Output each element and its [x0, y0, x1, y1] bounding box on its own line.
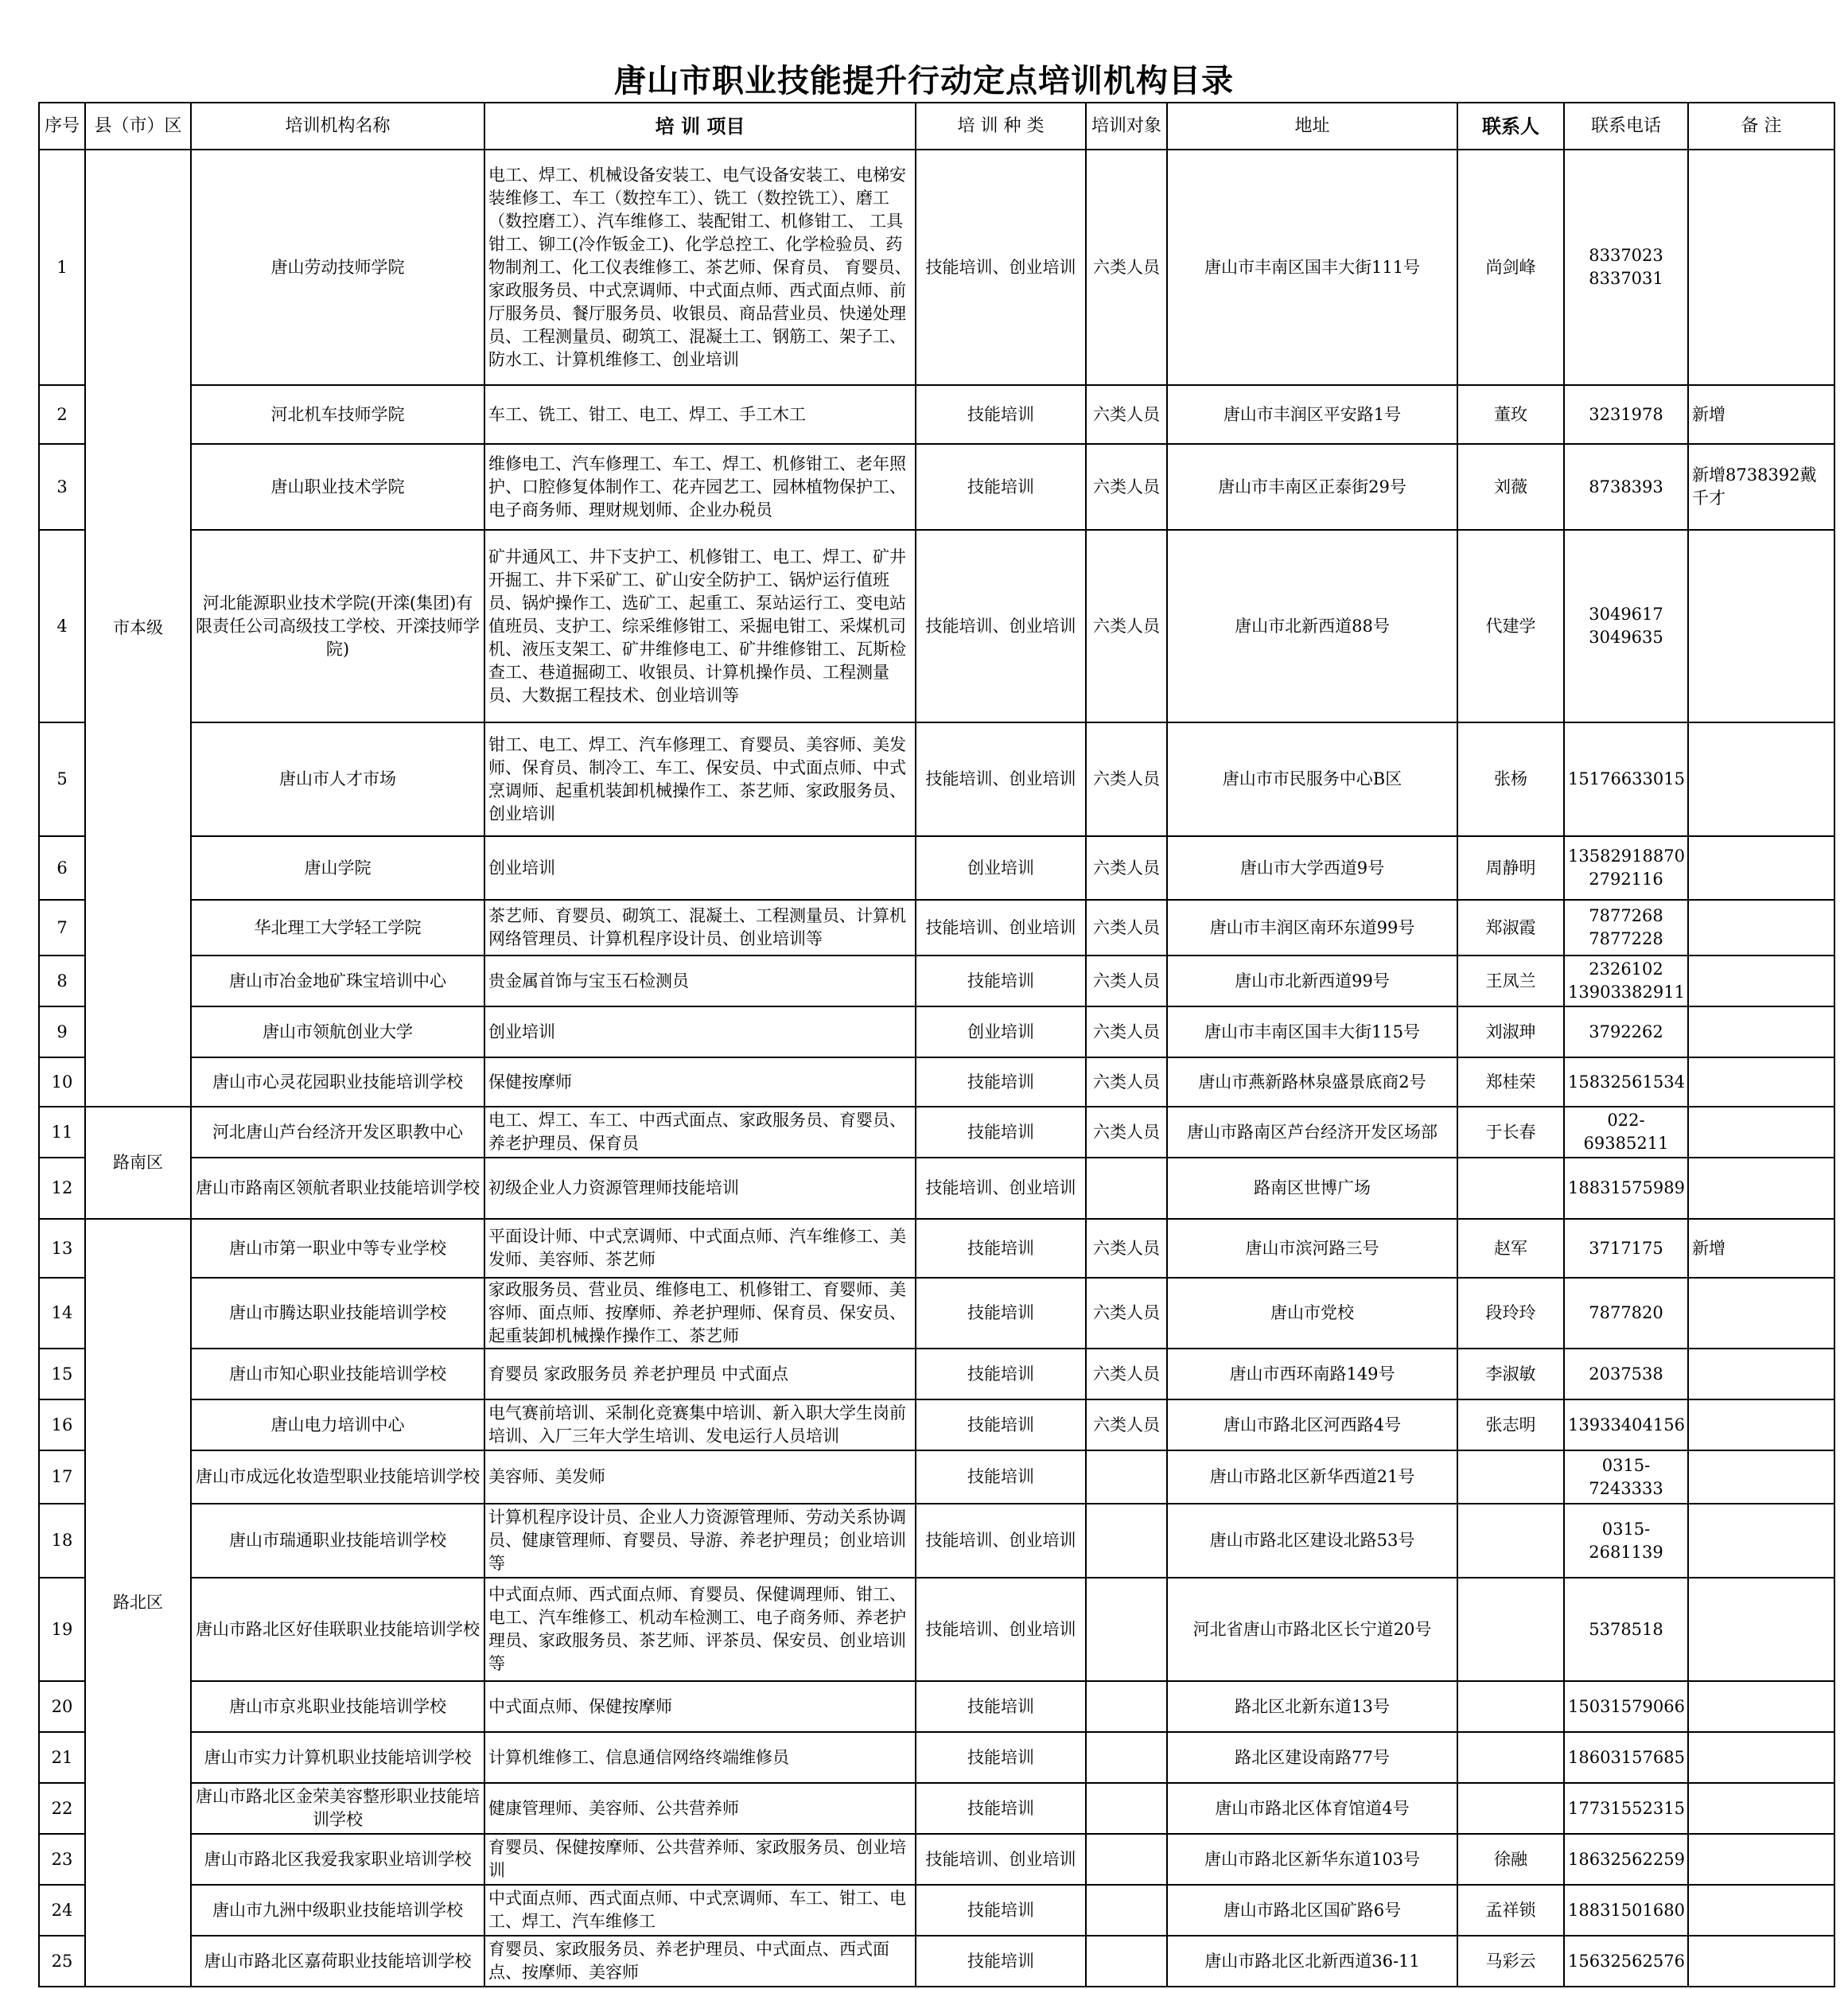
cell-name: 唐山市路北区金荣美容整形职业技能培训学校 — [191, 1783, 484, 1834]
cell-note — [1688, 1783, 1834, 1834]
cell-contact: 郑淑霞 — [1457, 900, 1564, 956]
cell-address: 唐山市党校 — [1167, 1278, 1457, 1349]
cell-phone: 17731552315 — [1564, 1783, 1688, 1834]
cell-items: 美容师、美发师 — [484, 1450, 916, 1504]
cell-contact: 刘淑珅 — [1457, 1006, 1564, 1057]
col-header-seq: 序号 — [39, 103, 85, 150]
table-row — [39, 1450, 1834, 1504]
cell-phone: 3231978 — [1564, 385, 1688, 444]
table-row — [39, 1578, 1834, 1681]
table-row — [39, 900, 1834, 956]
cell-address: 唐山市丰南区正泰街29号 — [1167, 444, 1457, 530]
cell-target — [1086, 1158, 1167, 1219]
cell-note — [1688, 1158, 1834, 1219]
cell-type: 技能培训、创业培训 — [916, 1578, 1086, 1681]
cell-phone: 13933404156 — [1564, 1399, 1688, 1450]
table-row — [39, 1107, 1834, 1158]
table-row — [39, 1057, 1834, 1107]
cell-type: 技能培训 — [916, 1450, 1086, 1504]
cell-items: 中式面点师、西式面点师、中式烹调师、车工、钳工、电工、焊工、汽车维修工 — [484, 1885, 916, 1936]
cell-address: 唐山市路北区体育馆道4号 — [1167, 1783, 1457, 1834]
cell-items: 保健按摩师 — [484, 1057, 916, 1107]
cell-name: 唐山市九洲中级职业技能培训学校 — [191, 1885, 484, 1936]
cell-target — [1086, 1732, 1167, 1783]
cell-address: 路北区北新东道13号 — [1167, 1681, 1457, 1732]
cell-type: 技能培训 — [916, 1399, 1086, 1450]
cell-note — [1688, 1450, 1834, 1504]
cell-name: 唐山学院 — [191, 836, 484, 900]
cell-note — [1688, 1578, 1834, 1681]
cell-note — [1688, 1834, 1834, 1885]
cell-target — [1086, 1681, 1167, 1732]
cell-name: 唐山市路北区我爱我家职业培训学校 — [191, 1834, 484, 1885]
cell-name: 河北唐山芦台经济开发区职教中心 — [191, 1107, 484, 1158]
cell-items: 初级企业人力资源管理师技能培训 — [484, 1158, 916, 1219]
cell-items: 育婴员 家政服务员 养老护理员 中式面点 — [484, 1349, 916, 1399]
cell-phone: 18831575989 — [1564, 1158, 1688, 1219]
cell-seq: 21 — [39, 1732, 85, 1783]
cell-address: 唐山市燕新路林泉盛景底商2号 — [1167, 1057, 1457, 1107]
cell-contact: 尚剑峰 — [1457, 150, 1564, 385]
cell-contact — [1457, 1450, 1564, 1504]
cell-target: 六类人员 — [1086, 956, 1167, 1006]
table-row — [39, 1885, 1834, 1936]
cell-type: 技能培训 — [916, 956, 1086, 1006]
cell-target: 六类人员 — [1086, 1349, 1167, 1399]
cell-address: 唐山市路北区国矿路6号 — [1167, 1885, 1457, 1936]
cell-note — [1688, 1885, 1834, 1936]
district-cell: 路北区 — [85, 1219, 191, 1987]
cell-seq: 15 — [39, 1349, 85, 1399]
cell-address: 唐山市滨河路三号 — [1167, 1219, 1457, 1278]
cell-address: 唐山市路北区新华东道103号 — [1167, 1834, 1457, 1885]
cell-items: 育婴员、家政服务员、养老护理员、中式面点、西式面点、按摩师、美容师 — [484, 1936, 916, 1987]
cell-seq: 7 — [39, 900, 85, 956]
cell-contact: 段玲玲 — [1457, 1278, 1564, 1349]
cell-note — [1688, 900, 1834, 956]
cell-name: 唐山市路南区领航者职业技能培训学校 — [191, 1158, 484, 1219]
cell-seq: 19 — [39, 1578, 85, 1681]
cell-name: 唐山市人才市场 — [191, 722, 484, 836]
cell-target — [1086, 1936, 1167, 1987]
cell-seq: 25 — [39, 1936, 85, 1987]
cell-seq: 1 — [39, 150, 85, 385]
cell-address: 唐山市北新西道88号 — [1167, 530, 1457, 722]
col-header-note: 备 注 — [1688, 103, 1834, 150]
cell-contact: 董玫 — [1457, 385, 1564, 444]
cell-phone: 3049617 3049635 — [1564, 530, 1688, 722]
cell-name: 唐山职业技术学院 — [191, 444, 484, 530]
cell-type: 技能培训 — [916, 1783, 1086, 1834]
cell-name: 唐山市成远化妆造型职业技能培训学校 — [191, 1450, 484, 1504]
cell-seq: 2 — [39, 385, 85, 444]
cell-contact: 王凤兰 — [1457, 956, 1564, 1006]
cell-contact: 张志明 — [1457, 1399, 1564, 1450]
col-header-type: 培 训 种 类 — [916, 103, 1086, 150]
cell-target: 六类人员 — [1086, 900, 1167, 956]
cell-type: 技能培训、创业培训 — [916, 530, 1086, 722]
cell-note — [1688, 1936, 1834, 1987]
cell-note — [1688, 956, 1834, 1006]
header-row — [39, 103, 1834, 150]
cell-seq: 4 — [39, 530, 85, 722]
cell-phone: 15632562576 — [1564, 1936, 1688, 1987]
cell-contact: 徐融 — [1457, 1834, 1564, 1885]
cell-items: 家政服务员、营业员、维修电工、机修钳工、育婴师、美容师、面点师、按摩师、养老护理师、保育员、保安员、起重装卸机械操作操作工、茶艺师 — [484, 1278, 916, 1349]
cell-items: 茶艺师、育婴员、砌筑工、混凝土、工程测量员、计算机网络管理员、计算机程序设计员、创业培训等 — [484, 900, 916, 956]
cell-target — [1086, 1834, 1167, 1885]
cell-target: 六类人员 — [1086, 1057, 1167, 1107]
cell-seq: 16 — [39, 1399, 85, 1450]
cell-type: 创业培训 — [916, 836, 1086, 900]
cell-type: 技能培训、创业培训 — [916, 900, 1086, 956]
cell-type: 技能培训、创业培训 — [916, 1158, 1086, 1219]
cell-address: 唐山市丰润区平安路1号 — [1167, 385, 1457, 444]
cell-contact: 刘薇 — [1457, 444, 1564, 530]
table-row — [39, 1834, 1834, 1885]
table-row — [39, 956, 1834, 1006]
cell-address: 路南区世博广场 — [1167, 1158, 1457, 1219]
cell-type: 技能培训 — [916, 1732, 1086, 1783]
cell-type: 技能培训 — [916, 1681, 1086, 1732]
cell-note — [1688, 1349, 1834, 1399]
cell-target: 六类人员 — [1086, 1278, 1167, 1349]
cell-seq: 5 — [39, 722, 85, 836]
cell-note — [1688, 1681, 1834, 1732]
cell-target — [1086, 1885, 1167, 1936]
cell-items: 车工、铣工、钳工、电工、焊工、手工木工 — [484, 385, 916, 444]
cell-contact — [1457, 1578, 1564, 1681]
cell-contact: 郑桂荣 — [1457, 1057, 1564, 1107]
cell-target: 六类人员 — [1086, 150, 1167, 385]
cell-address: 唐山市大学西道9号 — [1167, 836, 1457, 900]
cell-phone: 15832561534 — [1564, 1057, 1688, 1107]
cell-note — [1688, 1006, 1834, 1057]
cell-phone: 18603157685 — [1564, 1732, 1688, 1783]
cell-seq: 13 — [39, 1219, 85, 1278]
cell-name: 唐山市第一职业中等专业学校 — [191, 1219, 484, 1278]
cell-note — [1688, 1278, 1834, 1349]
cell-phone: 15176633015 — [1564, 722, 1688, 836]
table-row — [39, 1732, 1834, 1783]
cell-phone: 3717175 — [1564, 1219, 1688, 1278]
cell-phone: 7877268 7877228 — [1564, 900, 1688, 956]
cell-note: 新增 — [1688, 1219, 1834, 1278]
cell-contact: 赵军 — [1457, 1219, 1564, 1278]
col-header-items: 培 训 项目 — [484, 103, 916, 150]
table-row — [39, 1504, 1834, 1578]
cell-contact: 代建学 — [1457, 530, 1564, 722]
cell-note — [1688, 1399, 1834, 1450]
page-title: 唐山市职业技能提升行动定点培训机构目录 — [614, 63, 1234, 99]
cell-type: 技能培训 — [916, 1107, 1086, 1158]
cell-name: 唐山市心灵花园职业技能培训学校 — [191, 1057, 484, 1107]
cell-type: 创业培训 — [916, 1006, 1086, 1057]
col-header-target: 培训对象 — [1086, 103, 1167, 150]
cell-seq: 11 — [39, 1107, 85, 1158]
cell-target — [1086, 1450, 1167, 1504]
cell-items: 贵金属首饰与宝玉石检测员 — [484, 956, 916, 1006]
cell-target — [1086, 1783, 1167, 1834]
cell-items: 中式面点师、保健按摩师 — [484, 1681, 916, 1732]
cell-seq: 24 — [39, 1885, 85, 1936]
cell-note — [1688, 1504, 1834, 1578]
cell-items: 电工、焊工、机械设备安装工、电气设备安装工、电梯安装维修工、车工（数控车工）、铣工（数控铣工）、磨工 （数控磨工）、汽车维修工、装配钳工、机修钳工、 工具钳工、铆工(冷作钣金工)、化学总控工、化学检验员、药物制剂工、化工仪表维修工、茶艺师、保育员、 育婴员、家政服务员、中式烹调师、中式面点师、西式面点师、前厅服务员、餐厅服务员、收银员、商品营业员、快递处理员、工程测量员、砌筑工、混凝土工、钢筋工、架子工、防水工、计算机维修工、创业培训 — [484, 150, 916, 385]
cell-phone: 2037538 — [1564, 1349, 1688, 1399]
table-row — [39, 1399, 1834, 1450]
table-row — [39, 1219, 1834, 1278]
cell-contact: 孟祥锁 — [1457, 1885, 1564, 1936]
cell-type: 技能培训、创业培训 — [916, 1504, 1086, 1578]
cell-phone: 8337023 8337031 — [1564, 150, 1688, 385]
district-cell: 路南区 — [85, 1107, 191, 1219]
cell-type: 技能培训 — [916, 444, 1086, 530]
cell-name: 唐山市冶金地矿珠宝培训中心 — [191, 956, 484, 1006]
cell-items: 矿井通风工、井下支护工、机修钳工、电工、焊工、矿井开掘工、井下采矿工、矿山安全防护工、锅炉运行值班员、锅炉操作工、选矿工、起重工、泵站运行工、变电站值班员、支护工、综采维修钳工、采掘电钳工、采煤机司机、液压支架工、矿井维修电工、矿井维修钳工、瓦斯检查工、巷道掘砌工、收银员、计算机操作员、工程测量员、大数据工程技术、创业培训等 — [484, 530, 916, 722]
cell-note: 新增 — [1688, 385, 1834, 444]
cell-name: 唐山市实力计算机职业技能培训学校 — [191, 1732, 484, 1783]
cell-name: 河北机车技师学院 — [191, 385, 484, 444]
cell-items: 计算机程序设计员、企业人力资源管理师、劳动关系协调员、健康管理师、育婴员、导游、养老护理员；创业培训等 — [484, 1504, 916, 1578]
cell-phone: 15031579066 — [1564, 1681, 1688, 1732]
cell-note — [1688, 1057, 1834, 1107]
cell-target: 六类人员 — [1086, 530, 1167, 722]
cell-contact: 周静明 — [1457, 836, 1564, 900]
cell-name: 唐山市京兆职业技能培训学校 — [191, 1681, 484, 1732]
cell-items: 计算机维修工、信息通信网络终端维修员 — [484, 1732, 916, 1783]
table-row — [39, 1783, 1834, 1834]
cell-seq: 3 — [39, 444, 85, 530]
cell-name: 唐山市知心职业技能培训学校 — [191, 1349, 484, 1399]
cell-address: 唐山市北新西道99号 — [1167, 956, 1457, 1006]
col-header-address: 地址 — [1167, 103, 1457, 150]
cell-note — [1688, 150, 1834, 385]
cell-address: 唐山市路北区新华西道21号 — [1167, 1450, 1457, 1504]
cell-name: 唐山劳动技师学院 — [191, 150, 484, 385]
table-row — [39, 722, 1834, 836]
col-header-contact: 联系人 — [1457, 103, 1564, 150]
cell-seq: 9 — [39, 1006, 85, 1057]
cell-seq: 8 — [39, 956, 85, 1006]
cell-target: 六类人员 — [1086, 444, 1167, 530]
cell-phone: 13582918870 2792116 — [1564, 836, 1688, 900]
cell-items: 创业培训 — [484, 836, 916, 900]
table-row — [39, 150, 1834, 385]
cell-contact — [1457, 1681, 1564, 1732]
cell-type: 技能培训 — [916, 1057, 1086, 1107]
cell-contact: 张杨 — [1457, 722, 1564, 836]
cell-items: 电工、焊工、车工、中西式面点、家政服务员、育婴员、养老护理员、保育员 — [484, 1107, 916, 1158]
cell-seq: 17 — [39, 1450, 85, 1504]
cell-type: 技能培训、创业培训 — [916, 1834, 1086, 1885]
cell-phone: 18632562259 — [1564, 1834, 1688, 1885]
cell-contact — [1457, 1732, 1564, 1783]
cell-target: 六类人员 — [1086, 1107, 1167, 1158]
cell-seq: 22 — [39, 1783, 85, 1834]
cell-seq: 6 — [39, 836, 85, 900]
table-row — [39, 1349, 1834, 1399]
cell-items: 钳工、电工、焊工、汽车修理工、育婴员、美容师、美发师、保育员、制冷工、车工、保安员、中式面点师、中式烹调师、起重机装卸机械操作工、茶艺师、家政服务员、创业培训 — [484, 722, 916, 836]
cell-contact — [1457, 1504, 1564, 1578]
table-row — [39, 1278, 1834, 1349]
cell-items: 平面设计师、中式烹调师、中式面点师、汽车维修工、美发师、美容师、茶艺师 — [484, 1219, 916, 1278]
cell-note — [1688, 1107, 1834, 1158]
cell-name: 河北能源职业技术学院(开滦(集团)有限责任公司高级技工学校、开滦技师学院) — [191, 530, 484, 722]
cell-phone: 7877820 — [1564, 1278, 1688, 1349]
cell-name: 唐山市瑞通职业技能培训学校 — [191, 1504, 484, 1578]
cell-note — [1688, 530, 1834, 722]
cell-name: 唐山市领航创业大学 — [191, 1006, 484, 1057]
cell-note: 新增8738392戴千才 — [1688, 444, 1834, 530]
cell-items: 电气赛前培训、采制化竞赛集中培训、新入职大学生岗前培训、入厂三年大学生培训、发电运行人员培训 — [484, 1399, 916, 1450]
cell-items: 中式面点师、西式面点师、育婴员、保健调理师、钳工、电工、汽车维修工、机动车检测工、电子商务师、养老护理员、家政服务员、茶艺师、评茶员、保安员、创业培训等 — [484, 1578, 916, 1681]
cell-phone: 3792262 — [1564, 1006, 1688, 1057]
table-row — [39, 385, 1834, 444]
table-row — [39, 530, 1834, 722]
cell-type: 技能培训、创业培训 — [916, 722, 1086, 836]
table-row — [39, 1158, 1834, 1219]
cell-type: 技能培训 — [916, 1278, 1086, 1349]
cell-note — [1688, 836, 1834, 900]
cell-type: 技能培训 — [916, 1349, 1086, 1399]
table-row — [39, 1006, 1834, 1057]
cell-items: 维修电工、汽车修理工、车工、焊工、机修钳工、老年照护、口腔修复体制作工、花卉园艺工、园林植物保护工、电子商务师、理财规划师、企业办税员 — [484, 444, 916, 530]
cell-type: 技能培训 — [916, 1219, 1086, 1278]
cell-seq: 10 — [39, 1057, 85, 1107]
cell-name: 唐山市路北区嘉荷职业技能培训学校 — [191, 1936, 484, 1987]
cell-seq: 20 — [39, 1681, 85, 1732]
cell-address: 唐山市路南区芦台经济开发区场部 — [1167, 1107, 1457, 1158]
cell-address: 唐山市丰南区国丰大街111号 — [1167, 150, 1457, 385]
cell-seq: 14 — [39, 1278, 85, 1349]
cell-address: 路北区建设南路77号 — [1167, 1732, 1457, 1783]
cell-name: 华北理工大学轻工学院 — [191, 900, 484, 956]
cell-name: 唐山市路北区好佳联职业技能培训学校 — [191, 1578, 484, 1681]
cell-address: 唐山市丰南区国丰大街115号 — [1167, 1006, 1457, 1057]
cell-name: 唐山市腾达职业技能培训学校 — [191, 1278, 484, 1349]
institution-table — [38, 102, 1835, 1987]
cell-type: 技能培训 — [916, 1936, 1086, 1987]
cell-phone: 022-69385211 — [1564, 1107, 1688, 1158]
cell-address: 河北省唐山市路北区长宁道20号 — [1167, 1578, 1457, 1681]
cell-target: 六类人员 — [1086, 385, 1167, 444]
cell-address: 唐山市路北区河西路4号 — [1167, 1399, 1457, 1450]
cell-items: 育婴员、保健按摩师、公共营养师、家政服务员、创业培训 — [484, 1834, 916, 1885]
cell-address: 唐山市丰润区南环东道99号 — [1167, 900, 1457, 956]
cell-target: 六类人员 — [1086, 1399, 1167, 1450]
cell-address: 唐山市市民服务中心B区 — [1167, 722, 1457, 836]
col-header-name: 培训机构名称 — [191, 103, 484, 150]
cell-seq: 12 — [39, 1158, 85, 1219]
cell-target: 六类人员 — [1086, 1219, 1167, 1278]
cell-target — [1086, 1504, 1167, 1578]
cell-seq: 18 — [39, 1504, 85, 1578]
table-row — [39, 836, 1834, 900]
cell-contact — [1457, 1158, 1564, 1219]
cell-contact: 马彩云 — [1457, 1936, 1564, 1987]
cell-type: 技能培训 — [916, 385, 1086, 444]
cell-phone: 18831501680 — [1564, 1885, 1688, 1936]
table-row — [39, 1936, 1834, 1987]
col-header-phone: 联系电话 — [1564, 103, 1688, 150]
cell-phone: 2326102 13903382911 — [1564, 956, 1688, 1006]
cell-contact: 于长春 — [1457, 1107, 1564, 1158]
cell-phone: 5378518 — [1564, 1578, 1688, 1681]
col-header-district: 县（市）区 — [85, 103, 191, 150]
cell-phone: 0315-7243333 — [1564, 1450, 1688, 1504]
cell-phone: 0315-2681139 — [1564, 1504, 1688, 1578]
table-row — [39, 444, 1834, 530]
table-row — [39, 1681, 1834, 1732]
cell-items: 健康管理师、美容师、公共营养师 — [484, 1783, 916, 1834]
cell-target: 六类人员 — [1086, 1006, 1167, 1057]
cell-type: 技能培训 — [916, 1885, 1086, 1936]
cell-seq: 23 — [39, 1834, 85, 1885]
cell-name: 唐山电力培训中心 — [191, 1399, 484, 1450]
cell-target — [1086, 1578, 1167, 1681]
cell-items: 创业培训 — [484, 1006, 916, 1057]
district-cell: 市本级 — [85, 150, 191, 1107]
cell-target: 六类人员 — [1086, 722, 1167, 836]
cell-phone: 8738393 — [1564, 444, 1688, 530]
cell-address: 唐山市路北区北新西道36-11 — [1167, 1936, 1457, 1987]
cell-note — [1688, 1732, 1834, 1783]
cell-type: 技能培训、创业培训 — [916, 150, 1086, 385]
cell-contact: 李淑敏 — [1457, 1349, 1564, 1399]
cell-target: 六类人员 — [1086, 836, 1167, 900]
cell-contact — [1457, 1783, 1564, 1834]
cell-note — [1688, 722, 1834, 836]
cell-address: 唐山市路北区建设北路53号 — [1167, 1504, 1457, 1578]
cell-address: 唐山市西环南路149号 — [1167, 1349, 1457, 1399]
